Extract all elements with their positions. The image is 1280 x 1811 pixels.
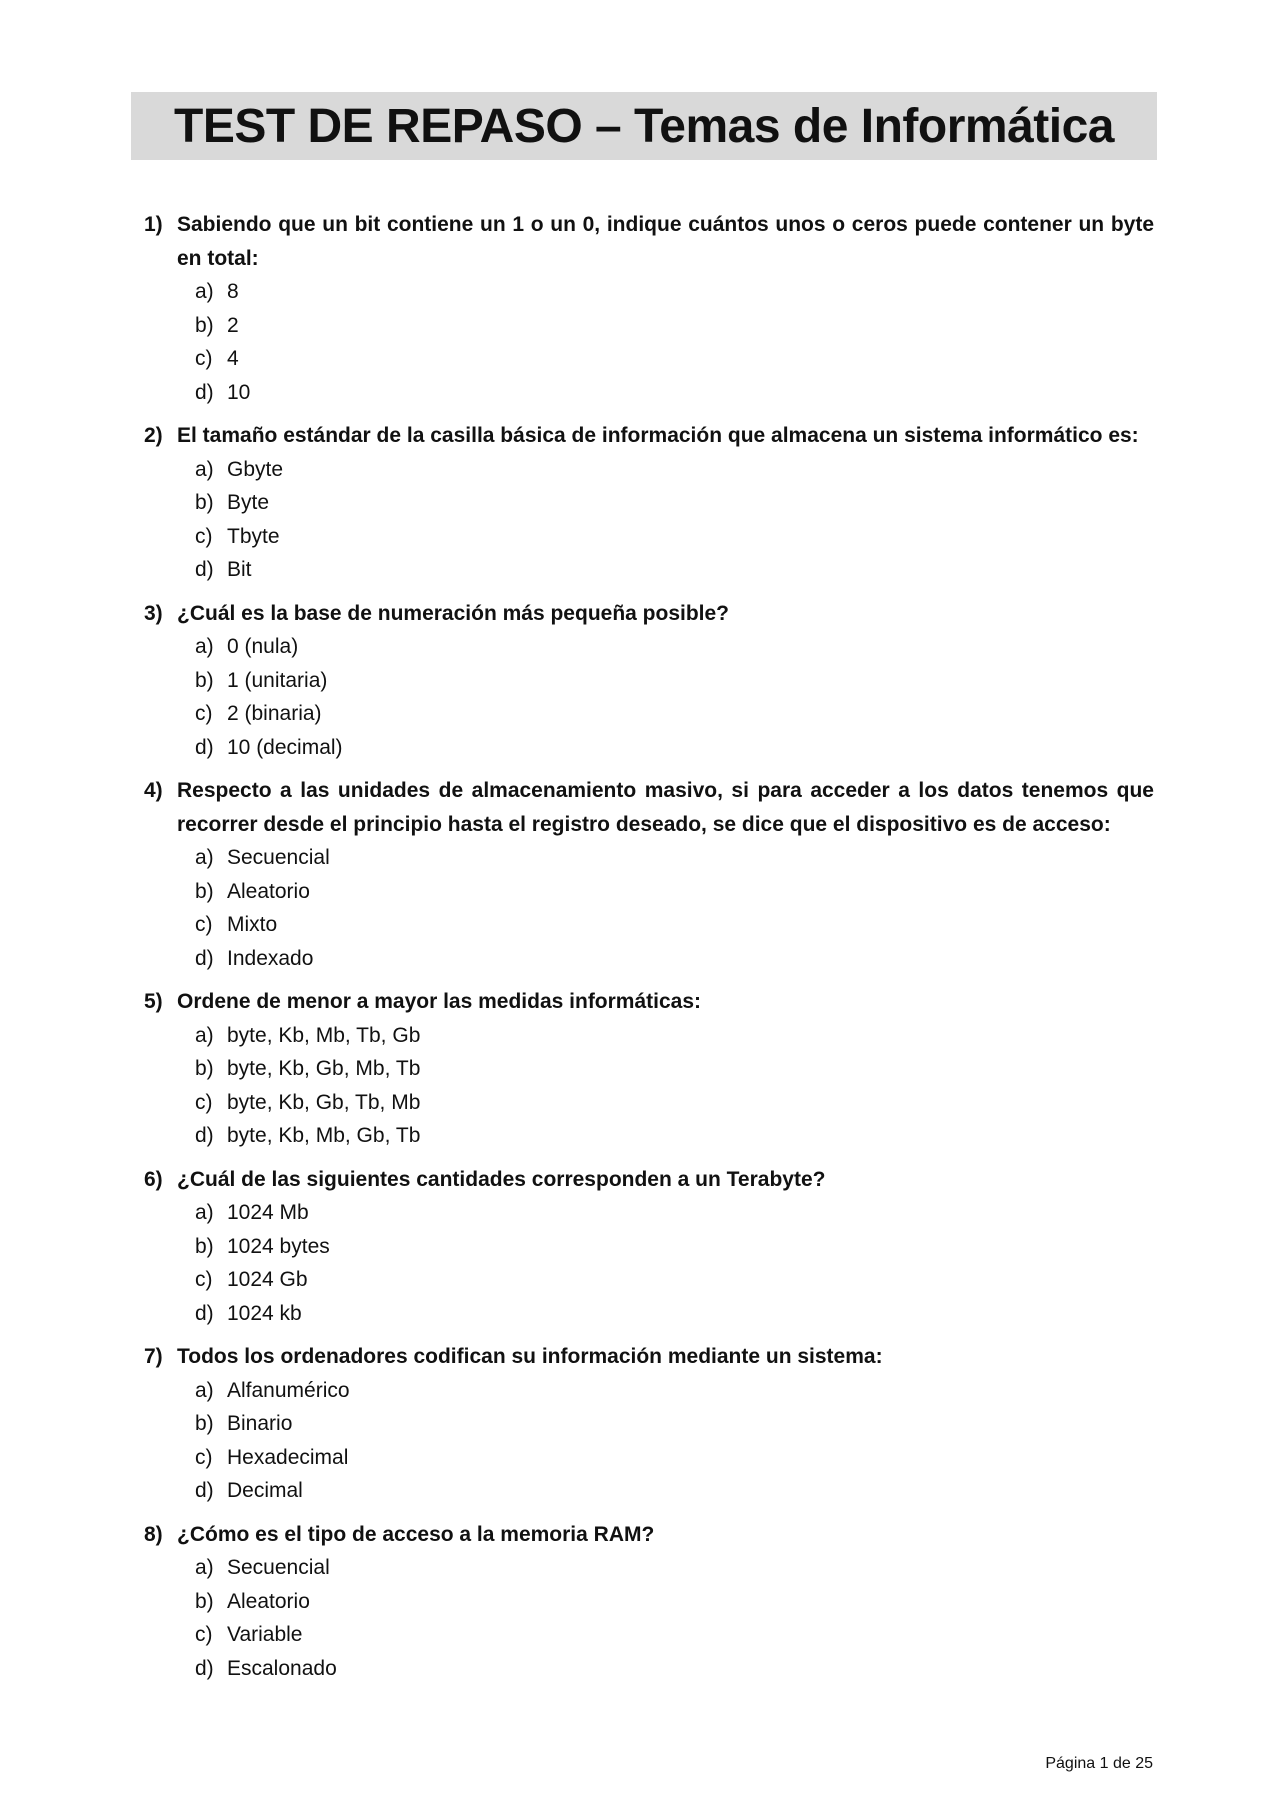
option-text: 10 [227, 380, 251, 404]
answer-option [195, 1618, 1154, 1652]
page-title: TEST DE REPASO – Temas de Informática [174, 99, 1114, 153]
option-letter: b) [195, 491, 214, 514]
option-letter: b) [195, 313, 214, 337]
question-5 [144, 985, 1154, 1153]
question-text: ¿Cuál de las siguientes cantidades corresponden a un Terabyte? [177, 1167, 826, 1191]
answer-option [195, 1230, 1154, 1264]
question-number: 5) [144, 990, 163, 1013]
option-letter: c) [195, 1445, 213, 1469]
option-letter: b) [195, 879, 214, 903]
answer-options [144, 1374, 1154, 1508]
option-text: Byte [227, 491, 270, 514]
option-letter: d) [195, 946, 214, 970]
answer-option [195, 1551, 1154, 1585]
answer-option [195, 841, 1154, 875]
answer-option [195, 1019, 1154, 1053]
answer-option [195, 1196, 1154, 1230]
option-letter: d) [195, 1124, 214, 1147]
answer-options [144, 1551, 1154, 1685]
question-number: 8) [144, 1522, 163, 1546]
option-text: Binario [227, 1412, 293, 1435]
option-text: Tbyte [227, 524, 280, 548]
option-letter: a) [195, 280, 214, 303]
option-text: Aleatorio [227, 879, 310, 903]
question-6 [144, 1163, 1154, 1331]
option-text: 4 [227, 347, 239, 370]
question-text: ¿Cómo es el tipo de acceso a la memoria RAM? [177, 1522, 655, 1546]
answer-option [195, 942, 1154, 976]
answer-option [195, 1086, 1154, 1120]
option-text: 0 (nula) [227, 635, 299, 658]
answer-option [195, 309, 1154, 343]
option-text: Bit [227, 558, 252, 581]
question-stem [144, 597, 1154, 631]
option-letter: b) [195, 1589, 214, 1613]
answer-option [195, 486, 1154, 520]
question-number: 6) [144, 1167, 163, 1191]
option-text: Decimal [227, 1479, 303, 1502]
question-number: 7) [144, 1345, 163, 1368]
option-letter: d) [195, 380, 214, 404]
option-text: 1024 kb [227, 1301, 302, 1325]
option-letter: d) [195, 558, 214, 581]
answer-option [195, 342, 1154, 376]
option-text: 1024 Gb [227, 1268, 308, 1291]
option-text: byte, Kb, Gb, Mb, Tb [227, 1057, 421, 1080]
answer-option [195, 1441, 1154, 1475]
answer-options [144, 841, 1154, 975]
option-text: Aleatorio [227, 1589, 310, 1613]
option-letter: b) [195, 668, 214, 692]
option-text: Secuencial [227, 1556, 330, 1579]
answer-option [195, 275, 1154, 309]
option-text: Alfanumérico [227, 1378, 350, 1402]
question-number: 2) [144, 424, 163, 447]
question-text: ¿Cuál es la base de numeración más pequeña posible? [177, 601, 729, 625]
option-text: Indexado [227, 946, 314, 970]
answer-option [195, 1374, 1154, 1408]
option-letter: d) [195, 1656, 214, 1680]
option-text: 1024 bytes [227, 1234, 330, 1258]
title-banner [131, 92, 1157, 160]
option-letter: a) [195, 1023, 214, 1047]
option-text: Mixto [227, 913, 278, 936]
question-stem [144, 1340, 1154, 1374]
option-text: 2 [227, 313, 239, 337]
option-text: 1024 Mb [227, 1201, 309, 1224]
question-stem [144, 774, 1154, 841]
answer-option [195, 1119, 1154, 1153]
option-text: 2 (binaria) [227, 702, 322, 725]
question-number: 3) [144, 601, 163, 625]
option-letter: c) [195, 1268, 213, 1291]
answer-option [195, 1652, 1154, 1686]
option-letter: a) [195, 1378, 214, 1402]
answer-options [144, 453, 1154, 587]
option-letter: a) [195, 457, 214, 481]
question-8 [144, 1518, 1154, 1686]
question-text: El tamaño estándar de la casilla básica de información que almacena un sistema informático es: [177, 424, 1139, 447]
answer-options [144, 630, 1154, 764]
option-letter: c) [195, 913, 213, 936]
option-letter: a) [195, 846, 214, 869]
question-stem [144, 1518, 1154, 1552]
page-number: Página 1 de 25 [1045, 1755, 1153, 1772]
option-letter: a) [195, 635, 214, 658]
option-text: Gbyte [227, 457, 284, 481]
answer-option [195, 731, 1154, 765]
option-letter: b) [195, 1234, 214, 1258]
option-text: byte, Kb, Mb, Gb, Tb [227, 1124, 421, 1147]
option-letter: a) [195, 1201, 214, 1224]
answer-option [195, 1263, 1154, 1297]
option-text: byte, Kb, Gb, Tb, Mb [227, 1090, 421, 1114]
option-letter: c) [195, 1090, 213, 1114]
answer-option [195, 875, 1154, 909]
option-letter: b) [195, 1412, 214, 1435]
answer-option [195, 553, 1154, 587]
answer-option [195, 664, 1154, 698]
question-1 [144, 208, 1154, 409]
answer-option [195, 453, 1154, 487]
answer-options [144, 275, 1154, 409]
option-letter: c) [195, 347, 213, 370]
option-letter: c) [195, 524, 213, 548]
option-text: byte, Kb, Mb, Tb, Gb [227, 1023, 421, 1047]
question-text: Respecto a las unidades de almacenamiento masivo, si para acceder a los datos tenemos que recorrer desde el principio hasta el registro deseado, se dice que el dispositivo es de acceso: [177, 779, 1154, 836]
question-7 [144, 1340, 1154, 1508]
answer-option [195, 630, 1154, 664]
answer-option [195, 1407, 1154, 1441]
option-letter: a) [195, 1556, 214, 1579]
answer-option [195, 1297, 1154, 1331]
answer-option [195, 1052, 1154, 1086]
option-letter: d) [195, 1479, 214, 1502]
answer-option [195, 520, 1154, 554]
option-text: Escalonado [227, 1656, 337, 1680]
answer-option [195, 1474, 1154, 1508]
option-letter: c) [195, 702, 213, 725]
question-stem [144, 419, 1154, 453]
option-text: 1 (unitaria) [227, 668, 328, 692]
option-text: 10 (decimal) [227, 735, 343, 759]
option-text: 8 [227, 280, 239, 303]
answer-options [144, 1196, 1154, 1330]
question-stem [144, 208, 1154, 275]
question-number: 1) [144, 213, 163, 236]
question-text: Ordene de menor a mayor las medidas informáticas: [177, 990, 702, 1013]
question-2 [144, 419, 1154, 587]
question-text: Sabiendo que un bit contiene un 1 o un 0, indique cuántos unos o ceros puede contener un byte en total: [177, 213, 1154, 270]
question-text: Todos los ordenadores codifican su información mediante un sistema: [177, 1345, 883, 1368]
answer-option [195, 697, 1154, 731]
answer-option [195, 908, 1154, 942]
option-letter: d) [195, 1301, 214, 1325]
option-text: Variable [227, 1623, 303, 1646]
option-letter: c) [195, 1623, 213, 1646]
question-stem [144, 1163, 1154, 1197]
option-text: Secuencial [227, 846, 330, 869]
answer-options [144, 1019, 1154, 1153]
question-stem [144, 985, 1154, 1019]
question-list [144, 208, 1154, 1685]
question-number: 4) [144, 779, 163, 802]
option-letter: d) [195, 735, 214, 759]
question-3 [144, 597, 1154, 765]
option-letter: b) [195, 1057, 214, 1080]
question-4 [144, 774, 1154, 975]
option-text: Hexadecimal [227, 1445, 349, 1469]
answer-option [195, 376, 1154, 410]
answer-option [195, 1585, 1154, 1619]
